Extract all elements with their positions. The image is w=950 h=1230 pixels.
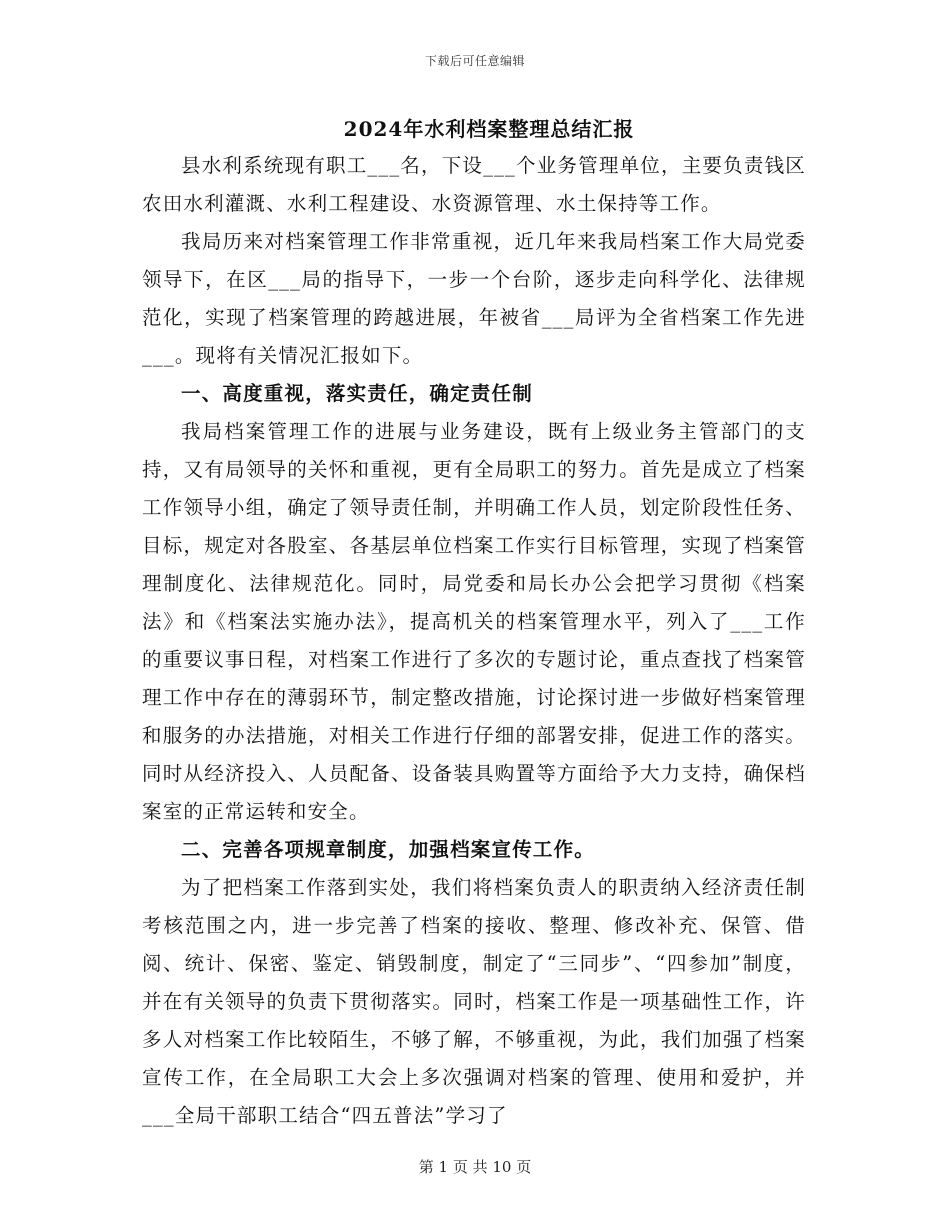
intro-paragraph-1: 县水利系统现有职工___名，下设___个业务管理单位，主要负责钱区农田水利灌溉、水利工程建设、水资源管理、水土保持等工作。 (142, 154, 806, 215)
intro-paragraph-2: 我局历来对档案管理工作非常重视，近几年来我局档案工作大局党委领导下，在区___局的指导下，一步一个台阶，逐步走向科学化、法律规范化，实现了档案管理的跨越进展，年被省___局评为全省档案工作先进___。现将有关情况汇报如下。 (142, 230, 806, 367)
section-2-paragraph: 为了把档案工作落到实处，我们将档案负责人的职责纳入经济责任制考核范围之内，进一步完善了档案的接收、整理、修改补充、保管、借阅、统计、保密、鉴定、销毁制度，制定了“三同步”、“四参加”制度，并在有关领导的负责下贯彻落实。同时，档案工作是一项基础性工作，许多人对档案工作比较陌生，不够了解，不够重视，为此，我们加强了档案宣传工作，在全局职工大会上多次强调对档案的管理、使用和爱护，并___全局干部职工结合“四五普法”学习了 (142, 876, 806, 1127)
section-1-heading: 一、高度重视，落实责任，确定责任制 (181, 382, 533, 405)
document-title: 2024年水利档案整理总结汇报 (343, 117, 635, 141)
section-2-heading: 二、完善各项规章制度，加强档案宣传工作。 (181, 838, 596, 861)
page-number-footer: 第 1 页 共 10 页 (418, 1158, 532, 1176)
document-body (142, 111, 806, 1135)
header-note: 下载后可任意编辑 (424, 54, 525, 68)
section-1-paragraph: 我局档案管理工作的进展与业务建设，既有上级业务主管部门的支持，又有局领导的关怀和重视，更有全局职工的努力。首先是成立了档案工作领导小组，确定了领导责任制，并明确工作人员，划定阶段性任务、目标，规定对各股室、各基层单位档案工作实行目标管理，实现了档案管理制度化、法律规范化。同时，局党委和局长办公会把学习贯彻《档案法》和《档案法实施办法》，提高机关的档案管理水平，列入了___工作的重要议事日程，对档案工作进行了多次的专题讨论，重点查找了档案管理工作中存在的薄弱环节，制定整改措施，讨论探讨进一步做好档案管理和服务的办法措施，对相关工作进行仔细的部署安排，促进工作的落实。同时从经济投入、人员配备、设备装具购置等方面给予大力支持，确保档案室的正常运转和安全。 (142, 420, 806, 823)
